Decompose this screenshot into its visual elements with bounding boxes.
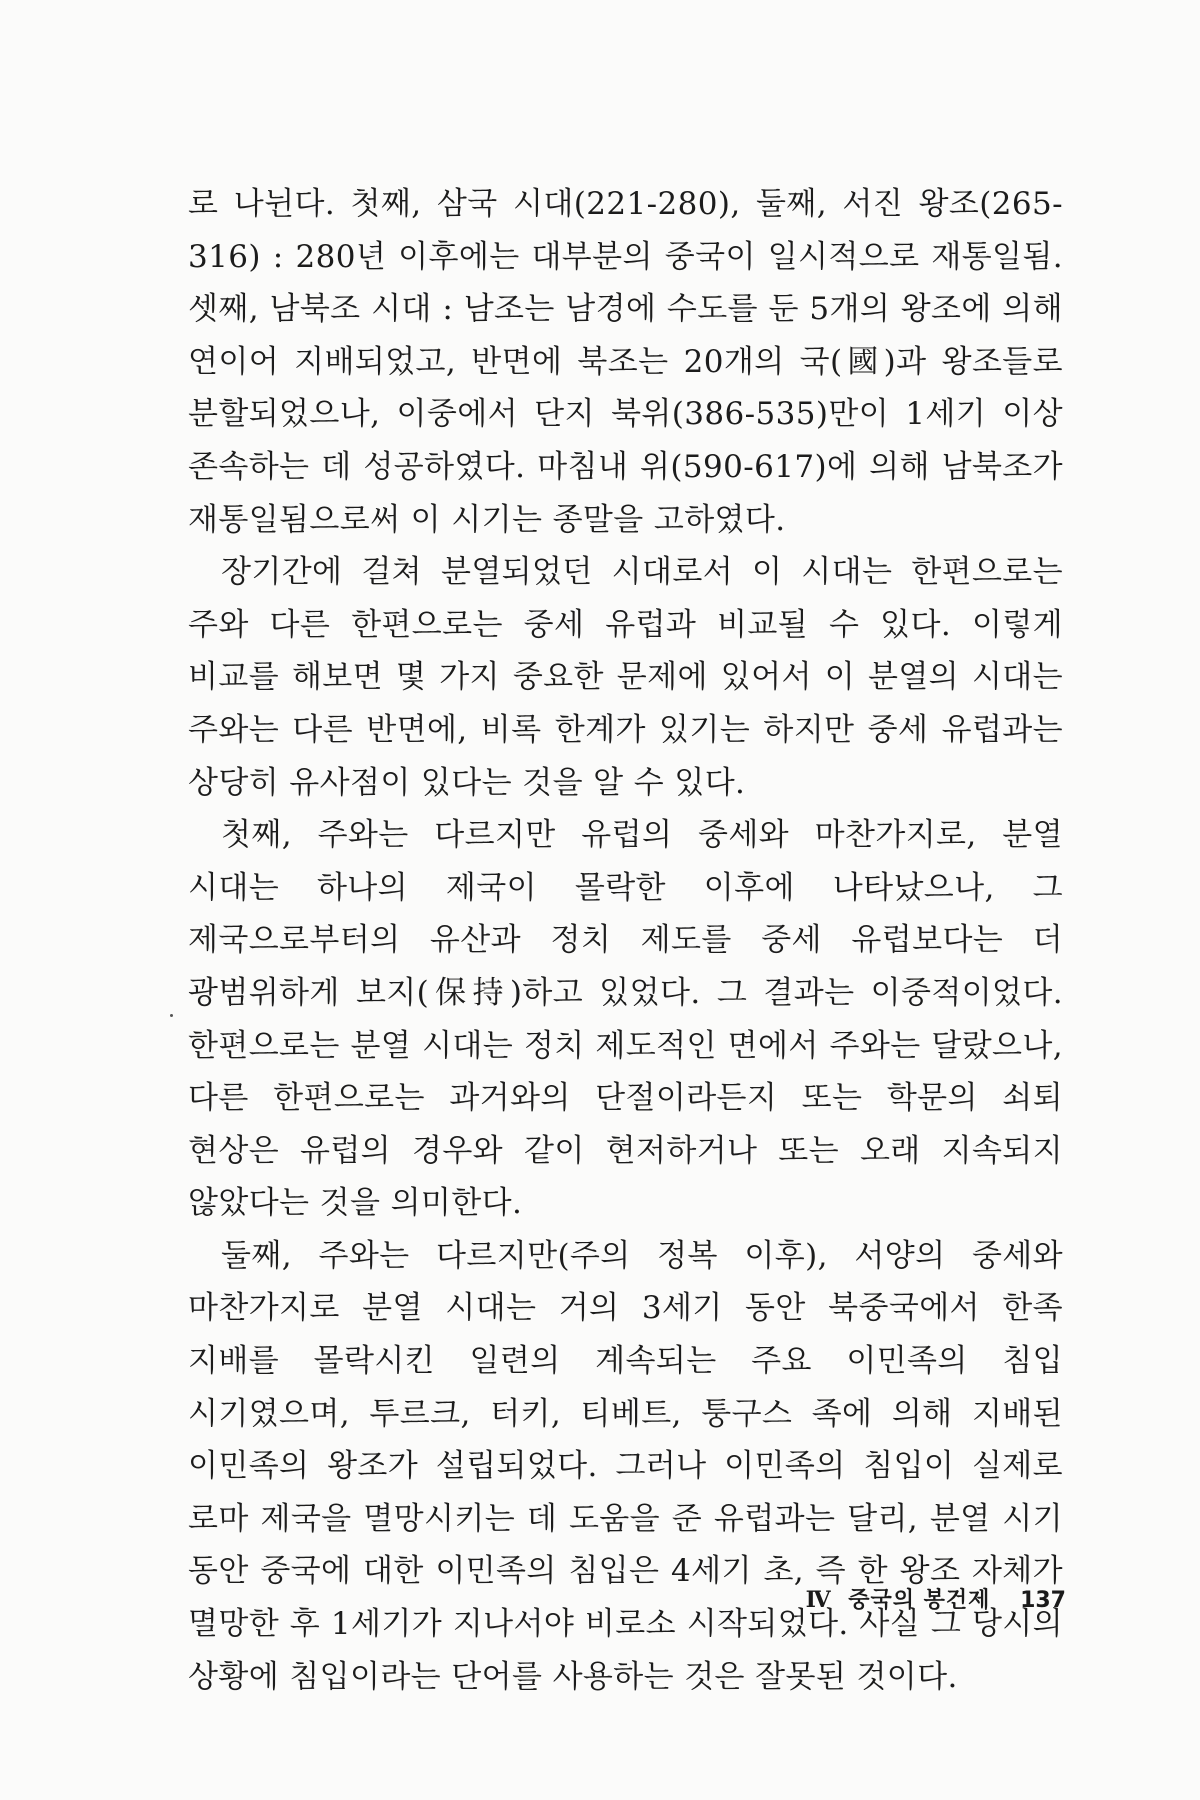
paragraph-2: 장기간에 걸쳐 분열되었던 시대로서 이 시대는 한편으로는 주와 다른 한편으로는 중세 유럽과 비교될 수 있다. 이렇게 비교를 해보면 몇 가지 중요한 문제에 있어서 이 분열의 시대는 주와는 다른 반면에, 비록 한계가 있기는 하지만 중세 유럽과는 상당히 유사점이 있다는 것을 알 수 있다. <box>188 554 1063 801</box>
footer-chapter-title: 중국의 봉건제 <box>848 1588 991 1613</box>
running-footer <box>760 1583 1066 1614</box>
page-number: 137 <box>1020 1588 1066 1613</box>
paragraph-1: 로 나뉜다. 첫째, 삼국 시대(221-280), 둘째, 서진 왕조(265-316) : 280년 이후에는 대부분의 중국이 일시적으로 재통일됨. 셋째, 남북조 시대 : 남조는 남경에 수도를 둔 5개의 왕조에 의해 연이어 지배되었고, 반면에 북조는 20개의 국(國)과 왕조들로 분할되었으나, 이중에서 단지 북위(386-535)만이 1세기 이상 존속하는 데 성공하였다. 마침내 위(590-617)에 의해 남북조가 재통일됨으로써 이 시기는 종말을 고하였다. <box>188 186 1063 538</box>
paragraph-3: 첫째, 주와는 다르지만 유럽의 중세와 마찬가지로, 분열 시대는 하나의 제국이 몰락한 이후에 나타났으나, 그 제국으로부터의 유산과 정치 제도를 중세 유럽보다는 더 광범위하게 보지(保持)하고 있었다. 그 결과는 이중적이었다. 한편으로는 분열 시대는 정치 제도적인 면에서 주와는 달랐으나, 다른 한편으로는 과거와의 단절이라든지 또는 학문의 쇠퇴 현상은 유럽의 경우와 같이 현저하거나 또는 오래 지속되지 않았다는 것을 의미한다. <box>188 817 1063 1222</box>
footer-chapter-numeral: Ⅳ <box>805 1587 831 1613</box>
paragraph-4: 둘째, 주와는 다르지만(주의 정복 이후), 서양의 중세와 마찬가지로 분열 시대는 거의 3세기 동안 북중국에서 한족 지배를 몰락시킨 일련의 계속되는 주요 이민족의 침입 시기였으며, 투르크, 터키, 티베트, 퉁구스 족에 의해 지배된 이민족의 왕조가 설립되었다. 그러나 이민족의 침입이 실제로 로마 제국을 멸망시키는 데 도움을 준 유럽과는 달리, 분열 시기 동안 중국에 대한 이민족의 침입은 4세기 초, 즉 한 왕조 자체가 멸망한 후 1세기가 지나서야 비로소 시작되었다. 사실 그 당시의 상황에 침입이라는 단어를 사용하는 것은 잘못된 것이다. <box>188 1237 1063 1695</box>
margin-dot <box>170 1014 173 1017</box>
page-body <box>188 178 1063 1703</box>
